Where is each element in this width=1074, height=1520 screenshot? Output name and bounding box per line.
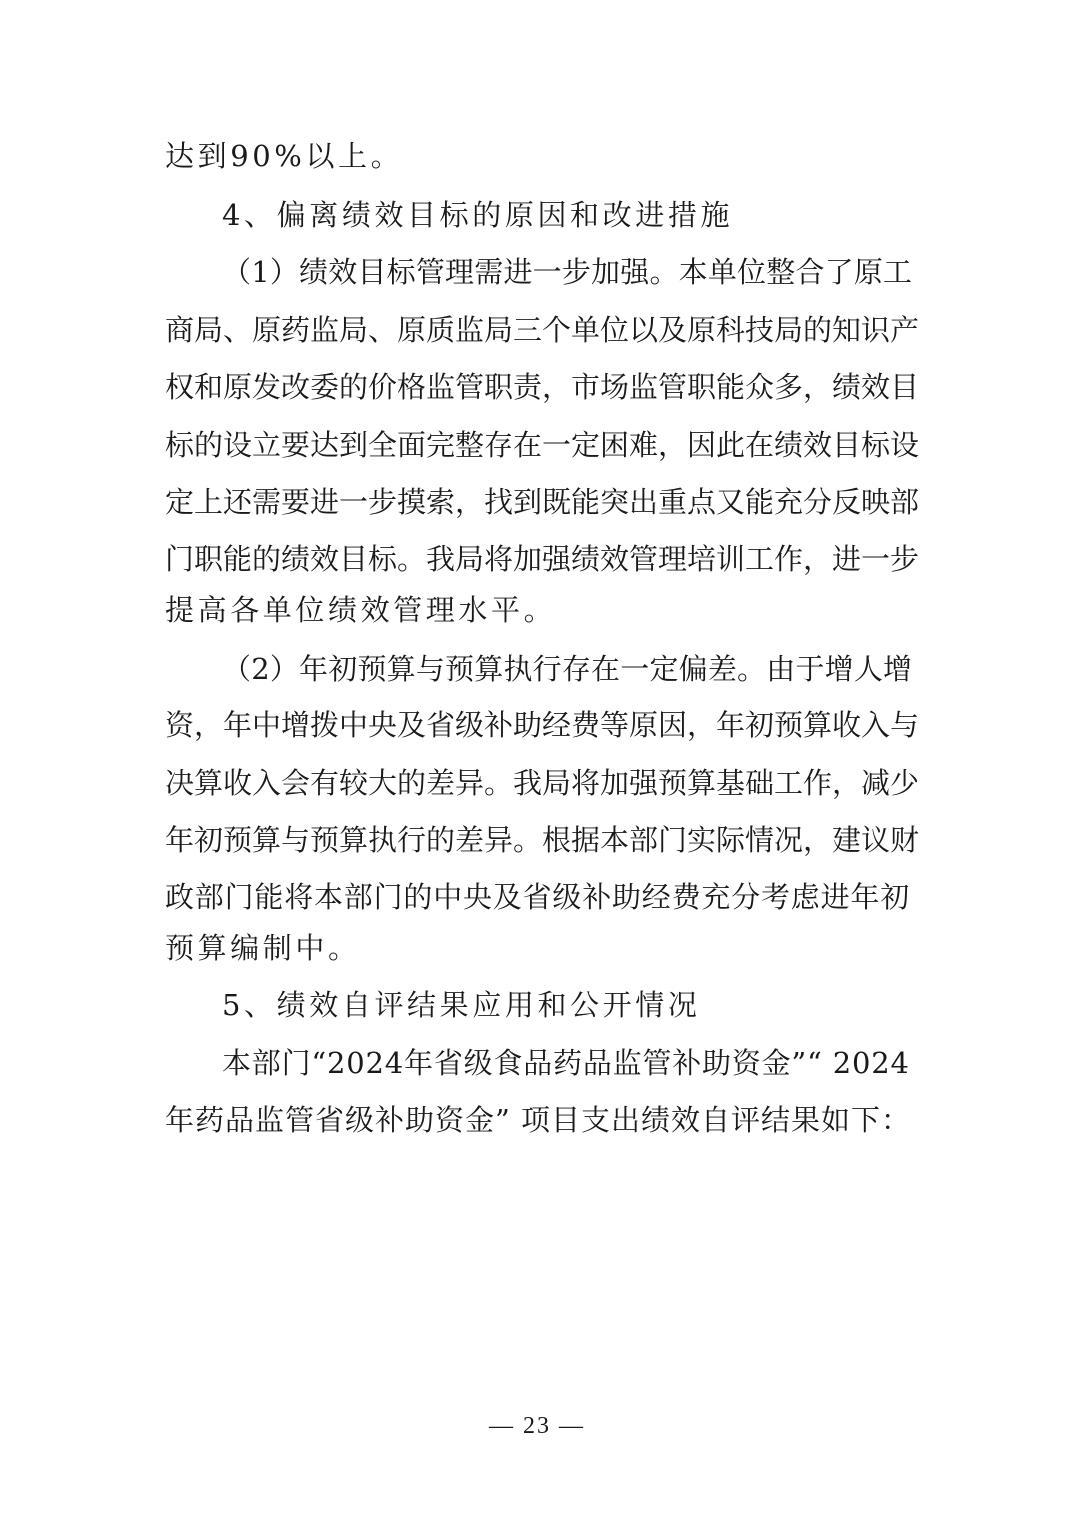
section-heading: 5、绩效自评结果应用和公开情况	[222, 988, 701, 1022]
text-line: 本部门“2024年省级食品药品监管补助资金”“ 2024	[222, 1046, 910, 1080]
text-line: 商局、原药监局、原质监局三个单位以及原科技局的知识产	[165, 313, 920, 347]
text-line: （1）绩效目标管理需进一步加强。本单位整合了原工	[222, 255, 913, 289]
text-line: 权和原发改委的价格监管职责，市场监管职能众多，绩效目	[165, 370, 920, 404]
text-line: 政部门能将本部门的中央及省级补助经费充分考虑进年初	[165, 880, 911, 914]
text-line: 年药品监管省级补助资金” 项目支出绩效自评结果如下：	[165, 1103, 912, 1137]
text-line: 门职能的绩效目标。我局将加强绩效管理培训工作，进一步	[165, 542, 920, 576]
text-line: 年初预算与预算执行的差异。根据本部门实际情况，建议财	[165, 823, 920, 857]
text-line: 达到90%以上。	[165, 139, 404, 173]
text-line: 预算编制中。	[165, 931, 361, 965]
text-line: （2）年初预算与预算执行存在一定偏差。由于增人增	[222, 652, 913, 686]
text-line: 资，年中增拨中央及省级补助经费等原因，年初预算收入与	[165, 708, 920, 742]
text-line: 标的设立要达到全面完整存在一定困难，因此在绩效目标设	[165, 428, 920, 462]
text-line: 定上还需要进一步摸索，找到既能突出重点又能充分反映部	[165, 485, 920, 519]
text-line: 提高各单位绩效管理水平。	[165, 593, 557, 627]
section-heading: 4、偏离绩效目标的原因和改进措施	[222, 198, 734, 232]
text-line: 决算收入会有较大的差异。我局将加强预算基础工作，减少	[165, 766, 920, 800]
page-number: — 23 —	[489, 1413, 585, 1439]
